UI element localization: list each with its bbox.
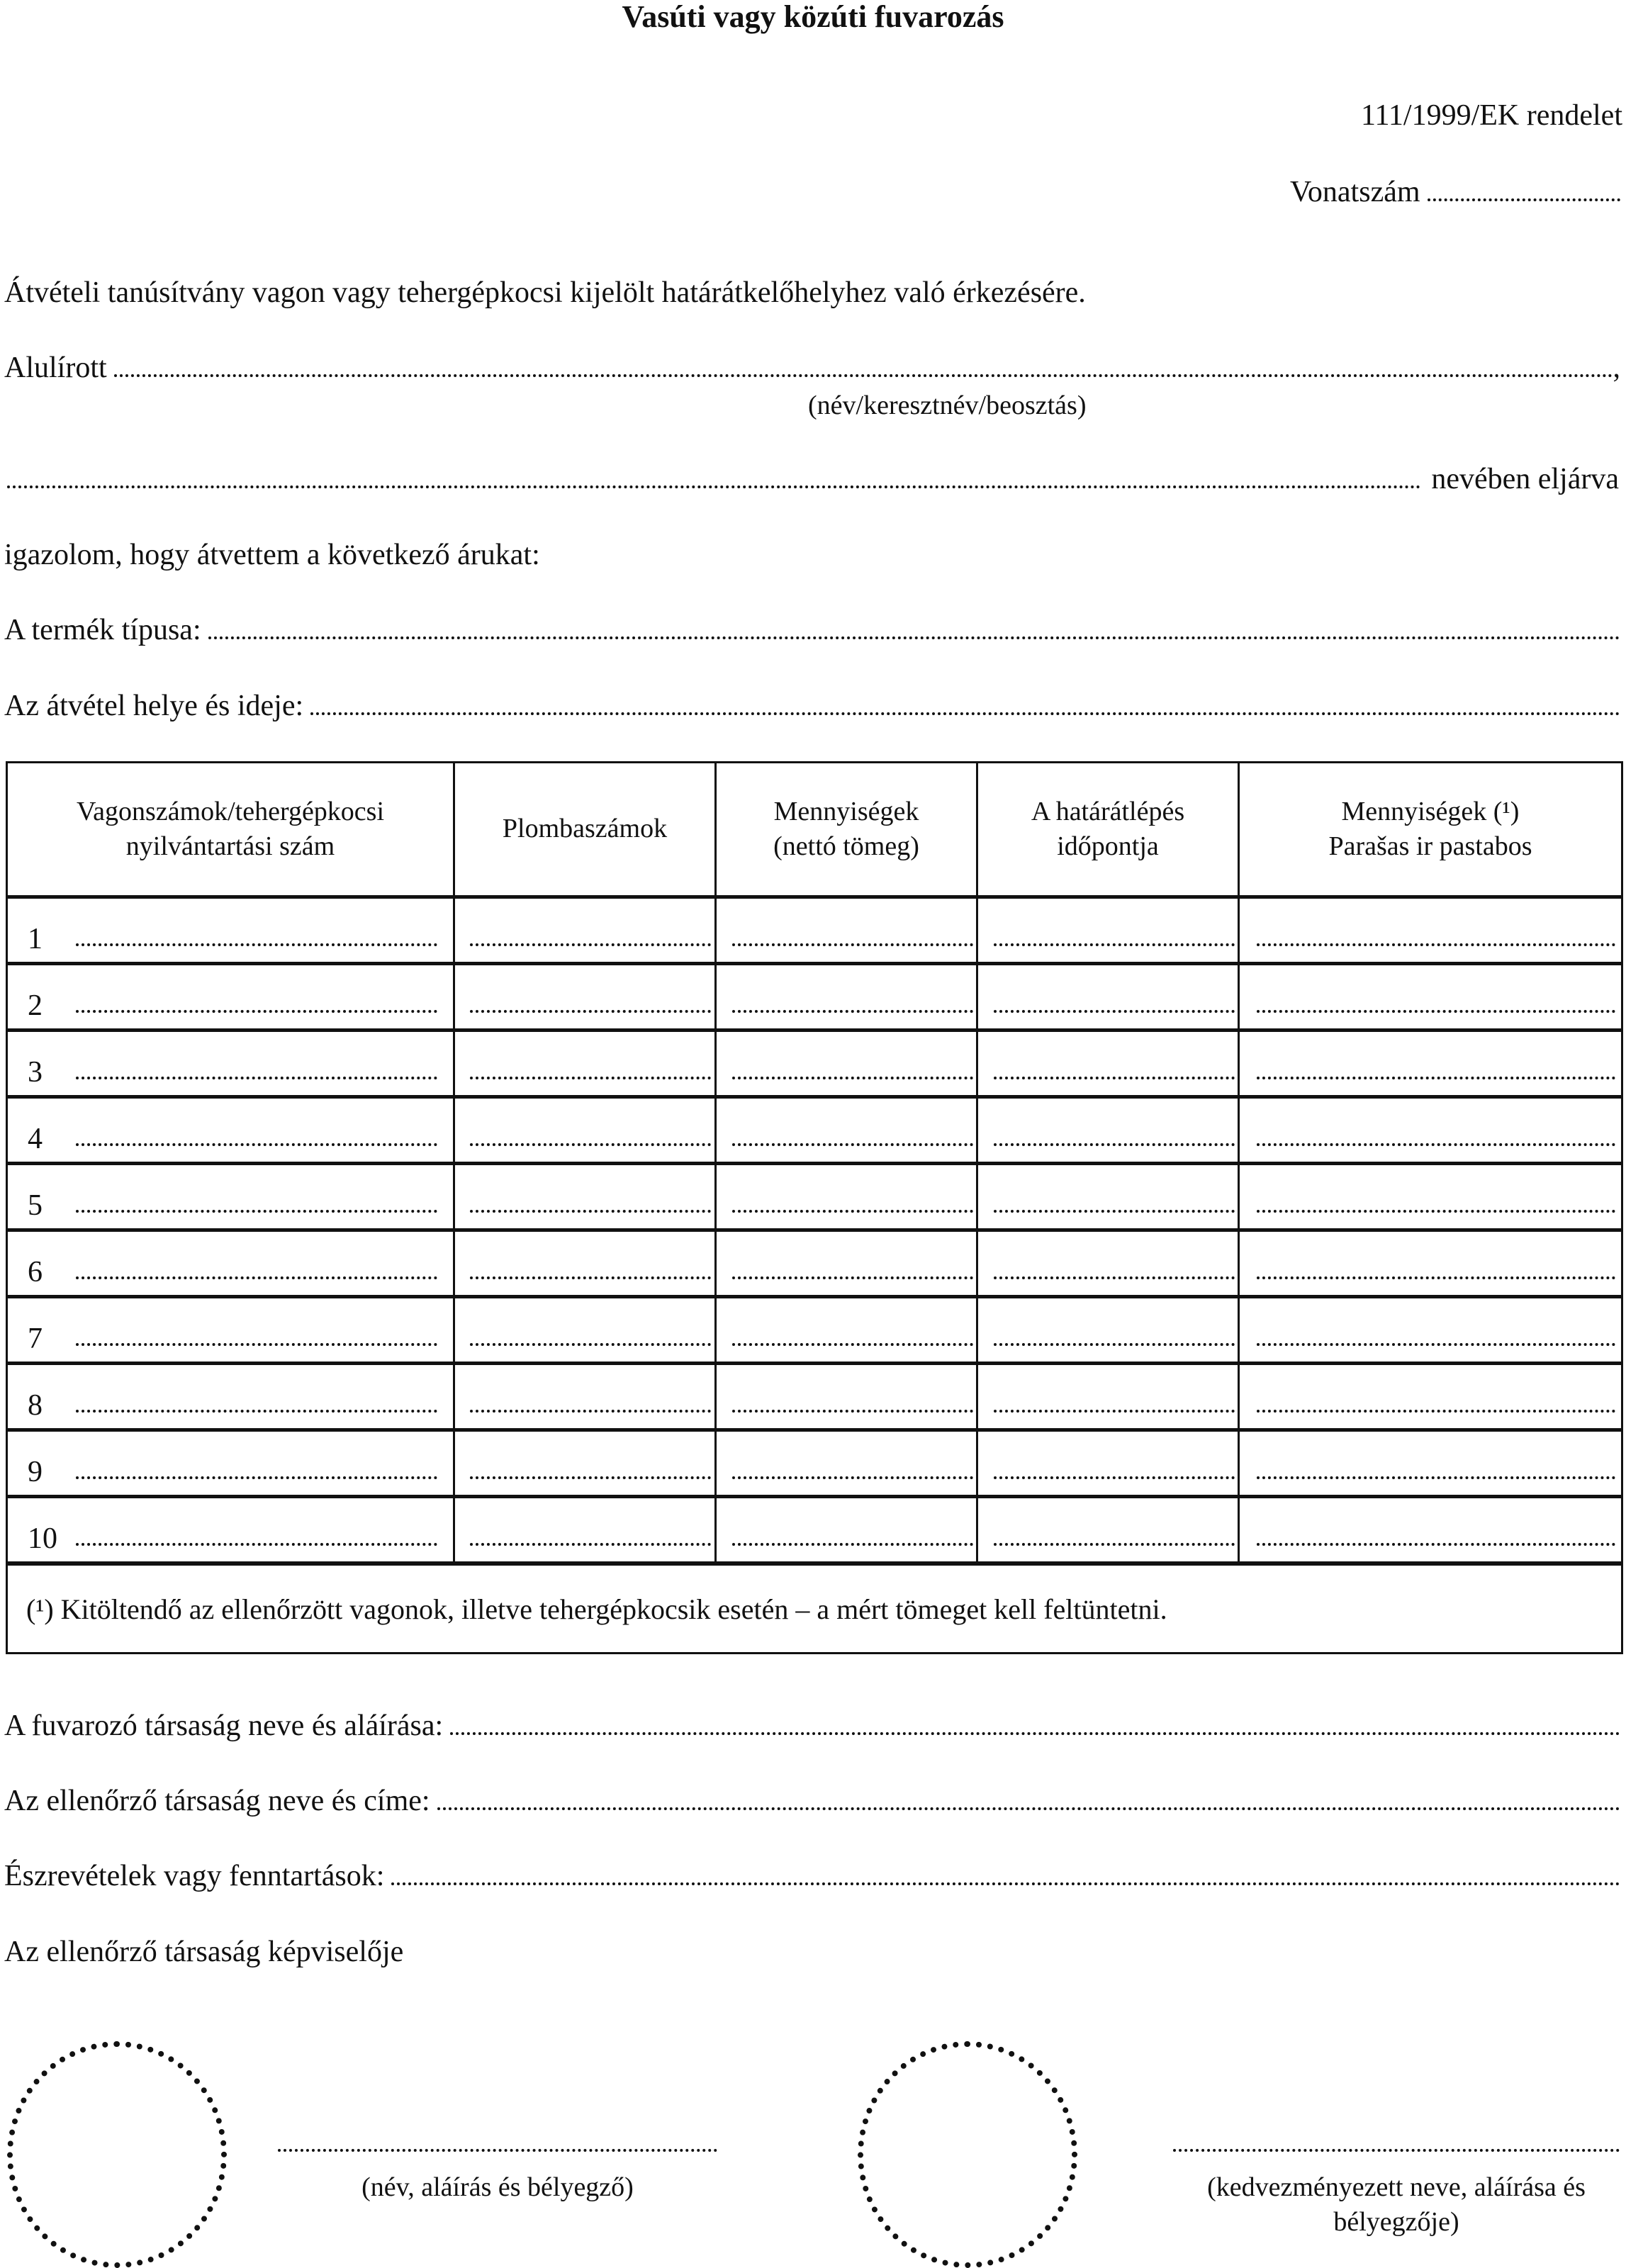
on-behalf-field[interactable] [7, 464, 1619, 494]
table-cell-input-line[interactable] [470, 1410, 711, 1413]
table-cell-input-line[interactable] [470, 1343, 711, 1346]
column-header-wagon-numbers: Vagonszámok/tehergépkocsi nyilvántartási szám [76, 796, 385, 861]
remarks-label: Észrevételek vagy fenntartások: [4, 1860, 385, 1892]
stamp-placeholder-right [858, 2041, 1077, 2268]
column-header-seal-numbers: Plombaszámok [502, 814, 668, 844]
table-row [8, 1365, 1621, 1432]
table-cell-input-line[interactable] [76, 1210, 437, 1213]
table-cell-input-line[interactable] [1257, 943, 1615, 946]
place-time-input-line[interactable] [310, 712, 1620, 715]
table-cell-input-line[interactable] [994, 1010, 1235, 1013]
table-cell-input-line[interactable] [470, 1143, 711, 1146]
table-cell-input-line[interactable] [470, 943, 711, 946]
product-type-input-line[interactable] [208, 636, 1620, 639]
table-cell-input-line[interactable] [732, 1476, 973, 1479]
table-cell-input-line[interactable] [1257, 1143, 1615, 1146]
undersigned-comma: , [1613, 352, 1620, 384]
table-cell-input-line[interactable] [76, 1343, 437, 1346]
table-cell-input-line[interactable] [1257, 1077, 1615, 1079]
table-row [8, 1165, 1621, 1232]
undersigned-label: Alulírott [4, 352, 107, 384]
table-cell-input-line[interactable] [76, 1010, 437, 1013]
row-number: 6 [28, 1256, 43, 1289]
stamp-placeholder-left [7, 2041, 227, 2268]
table-cell-input-line[interactable] [470, 1276, 711, 1279]
table-cell-input-line[interactable] [470, 1543, 711, 1546]
remarks-field[interactable] [4, 1861, 1620, 1891]
table-cell-input-line[interactable] [76, 1410, 437, 1413]
table-cell-input-line[interactable] [994, 1143, 1235, 1146]
table-row [8, 1432, 1621, 1498]
table-row [8, 1032, 1621, 1099]
carrier-input-line[interactable] [450, 1732, 1620, 1735]
undersigned-field[interactable] [4, 353, 1620, 383]
remarks-input-line[interactable] [391, 1882, 1620, 1885]
signature-caption-right: (kedvezményezett neve, aláírása és bélyegzője) [1207, 2172, 1586, 2238]
row-number: 5 [28, 1189, 43, 1222]
table-row [8, 1498, 1621, 1566]
representative-label: Az ellenőrző társaság képviselője [4, 1936, 404, 1968]
inspector-label: Az ellenőrző társaság neve és címe: [4, 1785, 430, 1817]
table-footnote: (¹) Kitöltendő az ellenőrzött vagonok, illetve tehergépkocsik esetén – a mért tömeget kell feltüntetni. [26, 1593, 1167, 1625]
carrier-label: A fuvarozó társaság neve és aláírása: [4, 1710, 444, 1742]
table-cell-input-line[interactable] [732, 1010, 973, 1013]
table-row [8, 899, 1621, 965]
undersigned-input-line[interactable] [114, 374, 1613, 377]
table-cell-input-line[interactable] [1257, 1010, 1615, 1013]
row-number: 3 [28, 1056, 43, 1089]
row-number: 10 [28, 1522, 57, 1555]
product-type-field[interactable] [4, 615, 1620, 645]
table-cell-input-line[interactable] [732, 1276, 973, 1279]
table-row [8, 965, 1621, 1032]
certificate-heading: Átvételi tanúsítvány vagon vagy tehergépkocsi kijelölt határátkelőhelyhez való érkezésére. [4, 276, 1086, 309]
table-cell-input-line[interactable] [76, 1276, 437, 1279]
table-cell-input-line[interactable] [994, 1476, 1235, 1479]
table-header [8, 763, 1621, 899]
row-number: 2 [28, 989, 43, 1022]
table-cell-input-line[interactable] [732, 1410, 973, 1413]
table-cell-input-line[interactable] [1257, 1410, 1615, 1413]
row-number: 9 [28, 1456, 43, 1488]
row-number: 8 [28, 1389, 43, 1422]
table-row [8, 1232, 1621, 1298]
table-cell-input-line[interactable] [76, 1476, 437, 1479]
undersigned-hint: (név/keresztnév/beosztás) [808, 391, 1087, 420]
table-cell-input-line[interactable] [1257, 1476, 1615, 1479]
table-row [8, 1298, 1621, 1365]
signature-line-left[interactable] [278, 2149, 717, 2152]
inspector-field[interactable] [4, 1786, 1620, 1816]
table-cell-input-line[interactable] [732, 1143, 973, 1146]
document-title: Vasúti vagy közúti fuvarozás [622, 0, 1004, 34]
table-cell-input-line[interactable] [1257, 1276, 1615, 1279]
train-number-input-line[interactable] [1428, 198, 1620, 201]
signature-line-right[interactable] [1173, 2149, 1620, 2152]
table-cell-input-line[interactable] [76, 943, 437, 946]
table-cell-input-line[interactable] [732, 1543, 973, 1546]
train-number-field[interactable] [1290, 177, 1620, 207]
wagon-table [6, 761, 1623, 1654]
signature-caption-left: (név, aláírás és bélyegző) [361, 2172, 634, 2202]
table-cell-input-line[interactable] [1257, 1543, 1615, 1546]
table-cell-input-line[interactable] [994, 1077, 1235, 1079]
row-number: 7 [28, 1323, 43, 1355]
table-cell-input-line[interactable] [1257, 1343, 1615, 1346]
product-type-label: A termék típusa: [4, 614, 201, 646]
column-header-crossing-time: A határátlépés időpontja [1031, 796, 1185, 861]
table-cell-input-line[interactable] [470, 1476, 711, 1479]
table-cell-input-line[interactable] [470, 1010, 711, 1013]
place-time-field[interactable] [4, 691, 1620, 721]
table-cell-input-line[interactable] [1257, 1210, 1615, 1213]
train-number-label: Vonatszám [1290, 176, 1420, 208]
table-cell-input-line[interactable] [732, 1343, 973, 1346]
column-header-measured-quantity: Mennyiségek (¹) Parašas ir pastabos [1328, 796, 1532, 861]
on-behalf-input-line[interactable] [7, 485, 1421, 488]
table-cell-input-line[interactable] [732, 1077, 973, 1079]
row-number: 1 [28, 923, 43, 955]
carrier-field[interactable] [4, 1711, 1620, 1741]
table-row [8, 1099, 1621, 1165]
table-cell-input-line[interactable] [76, 1543, 437, 1546]
table-cell-input-line[interactable] [76, 1077, 437, 1079]
table-cell-input-line[interactable] [994, 1343, 1235, 1346]
table-cell-input-line[interactable] [994, 1410, 1235, 1413]
certify-statement: igazolom, hogy átvettem a következő árukat: [4, 539, 540, 571]
table-cell-input-line[interactable] [994, 1276, 1235, 1279]
table-cell-input-line[interactable] [732, 943, 973, 946]
table-cell-input-line[interactable] [994, 1210, 1235, 1213]
table-cell-input-line[interactable] [994, 943, 1235, 946]
table-cell-input-line[interactable] [732, 1210, 973, 1213]
column-header-net-quantity: Mennyiségek (nettó tömeg) [773, 796, 919, 861]
table-cell-input-line[interactable] [994, 1543, 1235, 1546]
table-cell-input-line[interactable] [470, 1077, 711, 1079]
inspector-input-line[interactable] [437, 1807, 1620, 1810]
place-time-label: Az átvétel helye és ideje: [4, 690, 304, 722]
table-cell-input-line[interactable] [470, 1210, 711, 1213]
table-cell-input-line[interactable] [76, 1143, 437, 1146]
on-behalf-label: nevében eljárva [1431, 463, 1619, 495]
regulation-reference: 111/1999/EK rendelet [1361, 99, 1622, 132]
row-number: 4 [28, 1123, 43, 1155]
